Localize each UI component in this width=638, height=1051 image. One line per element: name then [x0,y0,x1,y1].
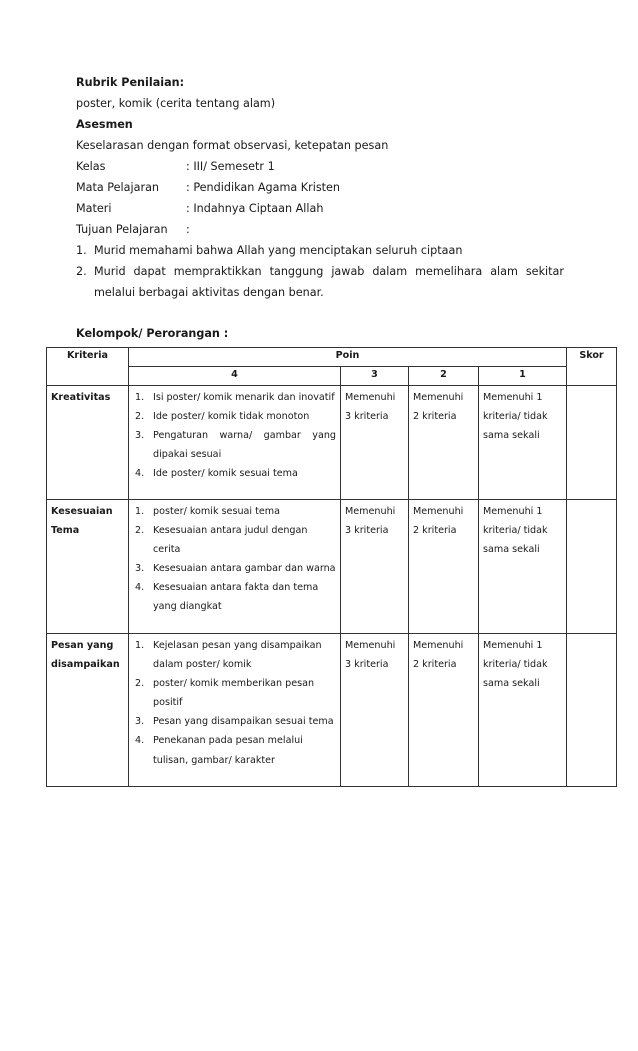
skor-cell[interactable] [567,634,617,787]
table-row [47,634,617,787]
point-1-cell: Memenuhi 1 kriteria/ tidak sama sekali [479,634,567,787]
point-1-cell: Memenuhi 1 kriteria/ tidak sama sekali [479,386,567,500]
header-skor: Skor [567,348,617,386]
skor-cell[interactable] [567,386,617,500]
header-poin: Poin [129,348,567,367]
list-item: 4. Penekanan pada pesan melalui tulisan, gambar/ karakter [135,735,303,766]
criteria-list [133,388,336,483]
info-value-materi: : Indahnya Ciptaan Allah [186,202,324,215]
table-points-row [47,367,617,386]
header-point-2: 2 [409,367,479,386]
objective-text-continued: melalui berbagai aktivitas dengan benar. [94,286,324,299]
list-item: 2. Ide poster/ komik tidak monoton [135,411,310,423]
point-2-cell: Memenuhi 2 kriteria [409,500,479,634]
rubrik-subject: poster, komik (cerita tentang alam) [76,97,276,110]
point-3-cell: Memenuhi 3 kriteria [341,500,409,634]
objective-number: 2. [76,265,87,278]
table-row [47,386,617,500]
criterion-label: Pesan yang [51,640,114,651]
criteria-list-cell [129,386,341,500]
criteria-list [133,502,336,617]
header-point-3: 3 [341,367,409,386]
info-label-kelas: Kelas [76,160,106,173]
asesmen-description: Keselarasan dengan format observasi, ketepatan pesan [76,139,389,152]
criterion-label: Kreativitas [51,392,111,403]
list-item: 3. Kesesuaian antara gambar dan warna [135,563,336,575]
criterion-cell [47,386,129,500]
list-item: 4. Ide poster/ komik sesuai tema [135,468,298,480]
point-1-cell: Memenuhi 1 kriteria/ tidak sama sekali [479,500,567,634]
point-3-cell: Memenuhi 3 kriteria [341,634,409,787]
info-value-kelas: : III/ Semesetr 1 [186,160,275,173]
asesmen-title: Asesmen [76,118,133,131]
info-value-mapel: : Pendidikan Agama Kristen [186,181,341,194]
table-header-row [47,348,617,367]
rubrik-title: Rubrik Penilaian: [76,76,185,89]
criteria-list-cell [129,500,341,634]
header-kriteria: Kriteria [47,348,129,386]
list-item: 2. poster/ komik memberikan pesan positif [135,678,315,709]
info-label-tujuan: Tujuan Pelajaran [76,223,168,236]
list-item: 1. poster/ komik sesuai tema [135,506,281,517]
point-3-cell: Memenuhi 3 kriteria [341,386,409,500]
objective-number: 1. [76,244,87,257]
criterion-label-continued: disampaikan [51,659,120,670]
list-item: 1. Kejelasan pesan yang disampaikan dalam poster/ komik [135,640,322,671]
list-item: 3. Pengaturan warna/ gambar yang dipakai sesuai [135,430,336,461]
header-point-4: 4 [129,367,341,386]
objective-text: Murid dapat mempraktikkan tanggung jawab dalam memelihara alam sekitar [94,265,564,278]
info-value-tujuan: : [186,223,190,236]
info-label-mapel: Mata Pelajaran [76,181,160,194]
header-point-1: 1 [479,367,567,386]
info-label-materi: Materi [76,202,112,215]
criterion-label: Kesesuaian [51,506,113,517]
group-label: Kelompok/ Perorangan : [76,327,229,340]
criterion-cell [47,500,129,634]
point-2-cell: Memenuhi 2 kriteria [409,386,479,500]
list-item: 2. Kesesuaian antara judul dengan cerita [135,525,308,556]
criteria-list [133,636,336,770]
list-item: 3. Pesan yang disampaikan sesuai tema [135,716,334,728]
table-row [47,500,617,634]
criteria-list-cell [129,634,341,787]
criterion-cell [47,634,129,787]
rubric-table [46,347,617,787]
list-item: 4. Kesesuaian antara fakta dan tema yang diangkat [135,582,319,613]
objective-text: Murid memahami bahwa Allah yang menciptakan seluruh ciptaan [94,244,463,257]
skor-cell[interactable] [567,500,617,634]
criterion-label-continued: Tema [51,525,80,536]
point-2-cell: Memenuhi 2 kriteria [409,634,479,787]
list-item: 1. Isi poster/ komik menarik dan inovatif [135,392,335,403]
